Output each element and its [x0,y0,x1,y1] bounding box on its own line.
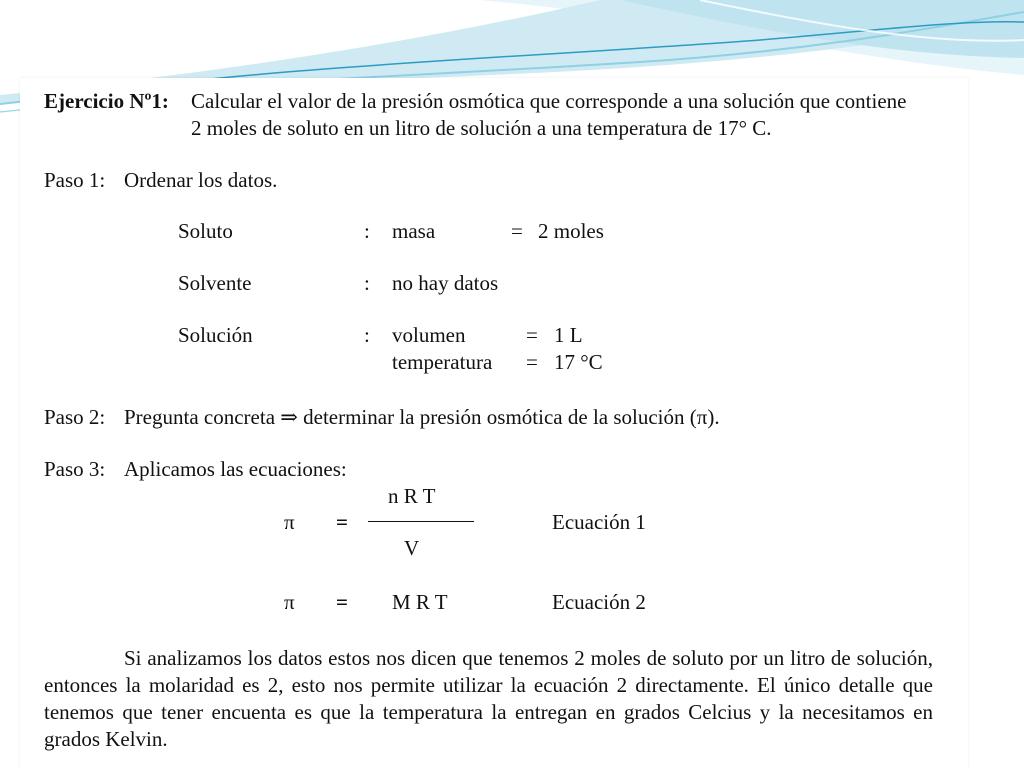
equation2-equals: = [336,590,348,614]
equation2-label: Ecuación 2 [552,590,646,614]
fraction-bar [368,521,474,522]
data-row-colon: : [364,219,370,243]
equation1-lhs: π [284,510,295,534]
data-row-value: 17 °C [554,350,603,374]
data-row-value: 2 moles [538,219,604,243]
exercise-label: Ejercicio Nº1: [44,89,169,113]
equation1-equals: = [336,510,348,534]
data-row-equals: = [526,350,538,374]
step1-text: Ordenar los datos. [124,168,278,192]
equation2-rhs: M R T [392,590,448,614]
data-row-equals: = [511,219,523,243]
exercise-statement-line2: 2 moles de soluto en un litro de solución a una temperatura de 17° C. [191,116,772,140]
step2-text-after: determinar la presión osmótica de la solución (π). [303,405,720,429]
data-row-colon: : [364,323,370,347]
data-row-name: Soluto [178,219,233,243]
exercise-statement-line1: Calcular el valor de la presión osmótica que corresponde a una solución que contiene [191,89,907,113]
data-row-value: 1 L [554,323,583,347]
equation1-denominator: V [404,536,420,560]
equation1-label: Ecuación 1 [552,510,646,534]
data-row-equals: = [526,323,538,347]
step2-text [124,407,720,428]
equation1-numerator: n R T [388,484,436,508]
data-row-colon: : [364,271,370,295]
data-row-key: no hay datos [392,271,499,295]
data-row-key: temperatura [392,350,493,374]
step1-label: Paso 1: [44,168,106,192]
data-row-name: Solvente [178,271,252,295]
step2-text-before: Pregunta concreta [124,405,276,429]
implies-arrow-icon: ⇒ [280,405,298,429]
explanation-paragraph: Si analizamos los datos estos nos dicen que tenemos 2 moles de soluto por un litro de solución, entonces la molaridad es 2, esto nos permite utilizar la ecuación 2 directamente. El único detalle que tenemos que tener encuenta es que la temperatura la entregan en grados Celcius y la necesitamos en grados Kelvin. [44,646,933,751]
step3-label: Paso 3: [44,457,106,481]
step2-label: Paso 2: [44,405,106,429]
equation2-lhs: π [284,590,295,614]
step3-text: Aplicamos las ecuaciones: [124,457,347,481]
data-row-name: Solución [178,323,253,347]
data-row-key: masa [392,219,436,243]
data-row-key: volumen [392,323,466,347]
